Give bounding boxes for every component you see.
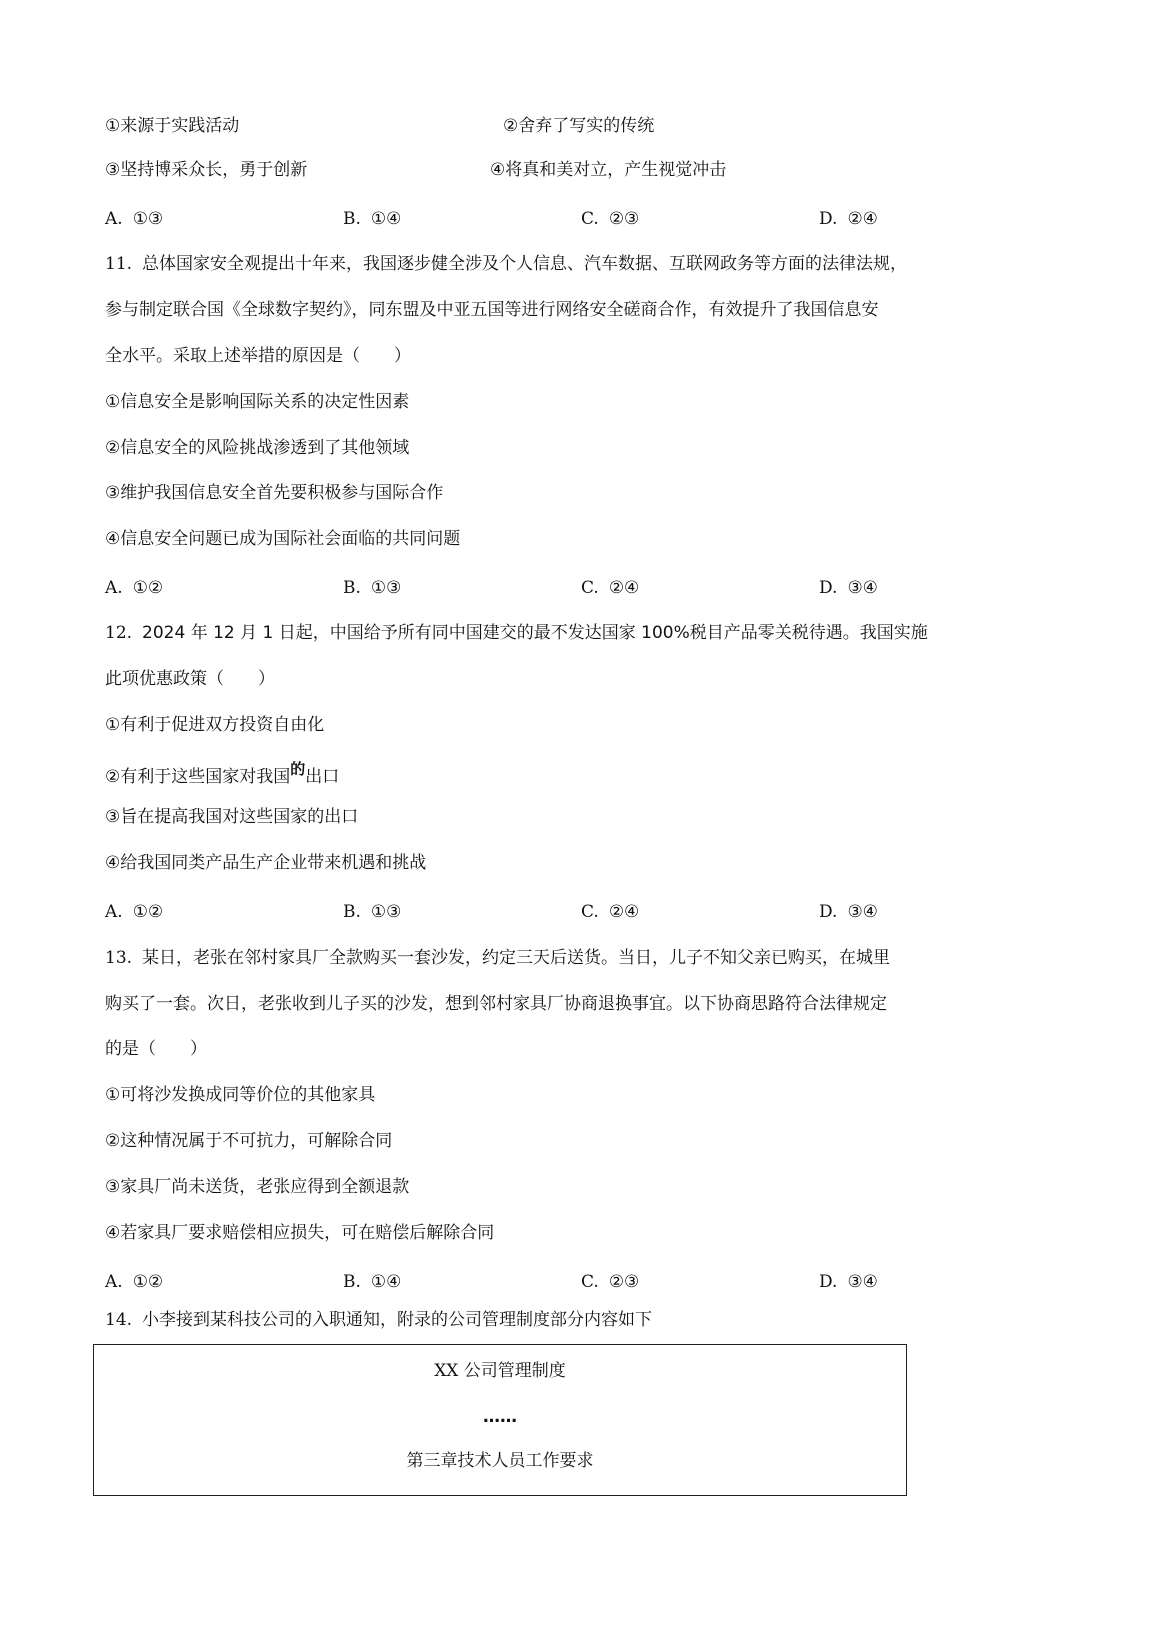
q13-stem-line-2: 购买了一套。次日，老张收到儿子买的沙发，想到邻村家具厂协商退换事宜。以下协商思路符合法律规定: [105, 994, 887, 1014]
q12-choice-d[interactable]: D. ③④: [819, 902, 878, 922]
policy-chapter: 第三章技术人员工作要求: [406, 1451, 594, 1471]
q12-stem-line-1: 12. 2024 年 12 月 1 日起，中国给予所有同中国建交的最不发达国家 100%税目产品零关税待遇。我国实施: [105, 623, 928, 643]
policy-title: XX 公司管理制度: [434, 1361, 566, 1381]
q12-number: 12.: [105, 623, 133, 643]
q11-option-4: ④信息安全问题已成为国际社会面临的共同问题: [105, 529, 461, 549]
q13-number: 13.: [105, 948, 133, 968]
q12-option-2: ②有利于这些国家对我国的出口: [105, 760, 340, 787]
q13-option-3: ③家具厂尚未送货，老张应得到全额退款: [105, 1177, 410, 1197]
q12-choice-b[interactable]: B. ①③: [343, 902, 402, 922]
q12-stem-line-2: 此项优惠政策（ ）: [105, 669, 275, 689]
q13-choices: [105, 1270, 1065, 1294]
q10-option-2: ②舍弃了写实的传统: [503, 116, 655, 136]
q10-choice-b[interactable]: B. ①④: [343, 209, 402, 229]
q10-choice-d[interactable]: D. ②④: [819, 209, 878, 229]
q10-choice-c[interactable]: C. ②③: [581, 209, 640, 229]
q13-option-2: ②这种情况属于不可抗力，可解除合同: [105, 1131, 393, 1151]
q12-option-4: ④给我国同类产品生产企业带来机遇和挑战: [105, 853, 427, 873]
q13-choice-b[interactable]: B. ①④: [343, 1272, 402, 1292]
q11-option-1: ①信息安全是影响国际关系的决定性因素: [105, 392, 410, 412]
q11-number: 11.: [105, 254, 133, 274]
q10-option-4: ④将真和美对立，产生视觉冲击: [490, 160, 727, 180]
q13-choice-c[interactable]: C. ②③: [581, 1272, 640, 1292]
q12-choices: [105, 900, 1065, 924]
q10-option-1: ①来源于实践活动: [105, 116, 240, 136]
q10-option-3: ③坚持博采众长，勇于创新: [105, 160, 308, 180]
q10-choices: [105, 207, 1065, 231]
q11-choices: [105, 576, 1065, 600]
q13-stem-line-1: 13. 某日，老张在邻村家具厂全款购买一套沙发，约定三天后送货。当日，儿子不知父亲已购买，在城里: [105, 948, 891, 968]
q12-choice-c[interactable]: C. ②④: [581, 902, 640, 922]
q13-stem-line-3: 的是（ ）: [105, 1039, 207, 1059]
q13-option-1: ①可将沙发换成同等价位的其他家具: [105, 1085, 376, 1105]
q12-option-3: ③旨在提高我国对这些国家的出口: [105, 807, 359, 827]
company-policy-box: [93, 1344, 907, 1496]
q13-option-4: ④若家具厂要求赔偿相应损失，可在赔偿后解除合同: [105, 1223, 495, 1243]
policy-ellipsis: ……: [483, 1407, 517, 1427]
q12-option-1: ①有利于促进双方投资自由化: [105, 715, 325, 735]
q13-choice-d[interactable]: D. ③④: [819, 1272, 878, 1292]
q14-number: 14.: [105, 1310, 133, 1330]
q11-option-2: ②信息安全的风险挑战渗透到了其他领域: [105, 438, 410, 458]
q11-choice-b[interactable]: B. ①③: [343, 578, 402, 598]
q11-choice-c[interactable]: C. ②④: [581, 578, 640, 598]
q11-stem-line-3: 全水平。采取上述举措的原因是（ ）: [105, 346, 411, 366]
q11-option-3: ③维护我国信息安全首先要积极参与国际合作: [105, 483, 444, 503]
q13-choice-a[interactable]: A. ①②: [105, 1272, 164, 1292]
q14-stem: 14. 小李接到某科技公司的入职通知，附录的公司管理制度部分内容如下: [105, 1310, 653, 1330]
q11-stem-line-1: 11. 总体国家安全观提出十年来，我国逐步健全涉及个人信息、汽车数据、互联网政务等方面的法律法规，: [105, 254, 908, 274]
q10-choice-a[interactable]: A. ①③: [105, 209, 164, 229]
q11-choice-a[interactable]: A. ①②: [105, 578, 164, 598]
q12-choice-a[interactable]: A. ①②: [105, 902, 164, 922]
q11-stem-line-2: 参与制定联合国《全球数字契约》，同东盟及中亚五国等进行网络安全磋商合作，有效提升了我国信息安: [105, 300, 879, 320]
q11-choice-d[interactable]: D. ③④: [819, 578, 878, 598]
